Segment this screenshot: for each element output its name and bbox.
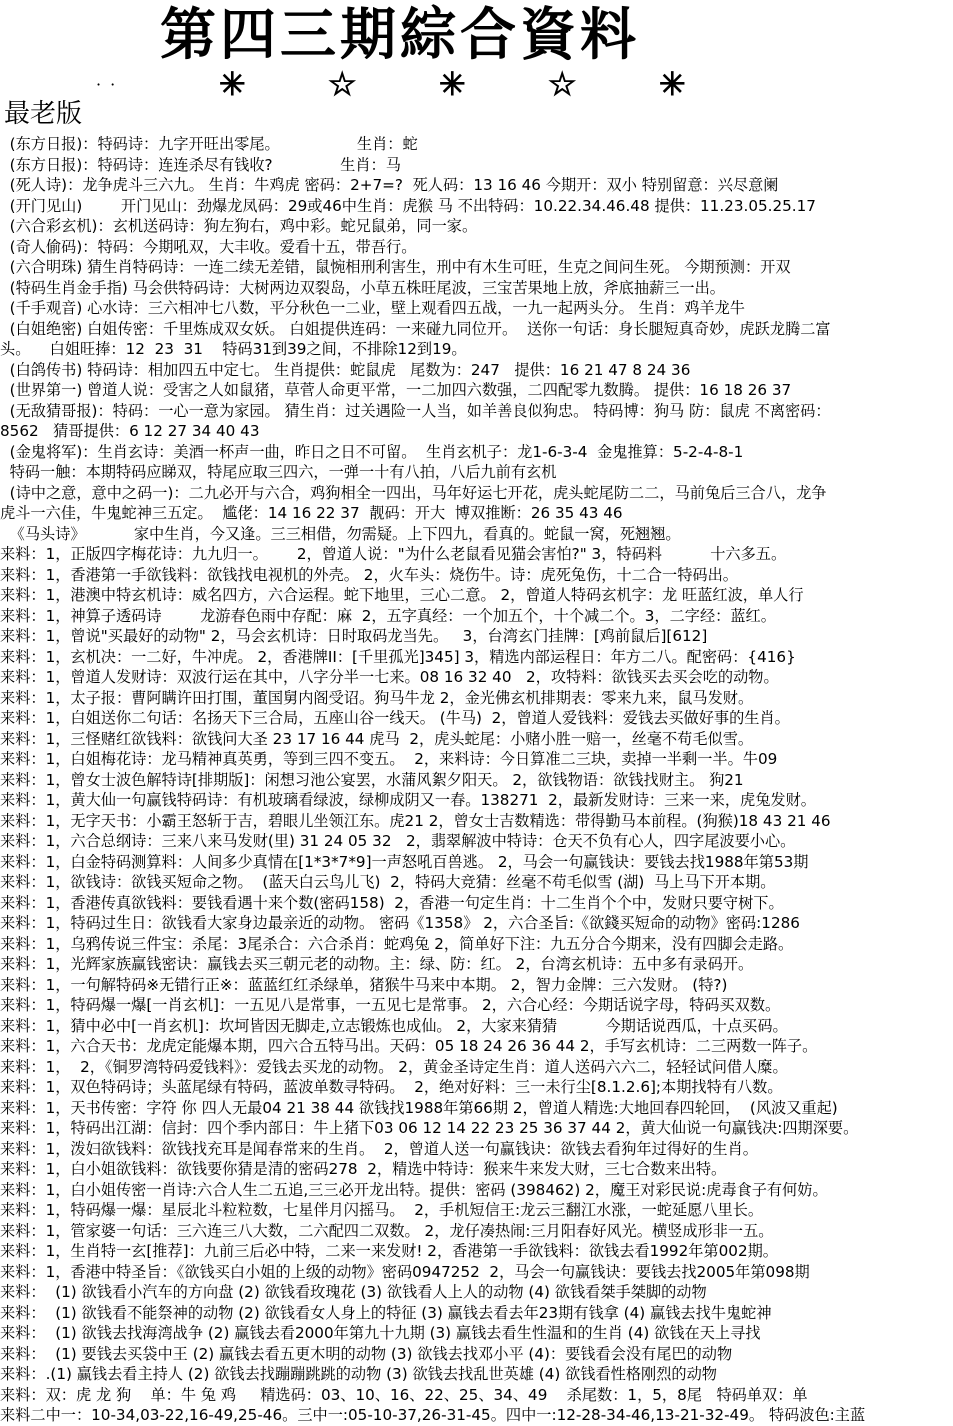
text-line: 来料：1，白姐送你二句话：名扬天下三合局，五座山谷一线天。 (牛马) 2，曾道人爱钱料：爱钱去买做好事的生肖。 [0, 709, 790, 727]
text-line: 来料二中一：10-34,03-22,16-49,25-46。三中一:05-10-37,26-31-45。四中一:12-28-34-46,13-21-32-49。 特码波色:主蓝 [0, 1406, 866, 1424]
text-line: 来料：.(1) 赢钱去看主持人 (2) 欲钱去找蹦蹦跳跳的动物 (3) 欲钱去找乱世英雄 (4) 欲钱看性格刚烈的动物 [0, 1365, 717, 1383]
text-line: 头。 白姐旺捧：12 23 31 特码31到39之间，不排除12到19。 [0, 340, 467, 358]
text-line: 来料：1，曾女士波色解特诗[排期版]：闲想习池公宴罢，水蒲风絮夕阳天。 2，欲钱物语：欲钱找财主。 狗21 [0, 770, 744, 789]
text-line: 来料：1，特码爆一爆：星辰北斗粒粒数，七星伴月闪摇马。 2，手机短信王:龙云三翻江水涨，一蛇延愿八里长。 [0, 1201, 764, 1219]
outline-star-icon: ☆ [327, 65, 357, 103]
text-line: 来料：1，天书传密：字符 你 四人无最04 21 38 44 欲钱找1988年第66期 2，曾道人精选:大地回春四轮回， (风波又重起) [0, 1098, 838, 1117]
text-line: (东方日报)：特码诗：连连杀尽有钱收? 生肖：马 [0, 155, 401, 174]
text-line: (特码生肖金手指) 马会供特码诗：大树两边双裂岛，小草五株旺尾波，三宝苦果地上放，斧底抽薪三一出。 [0, 278, 725, 297]
text-line: 来料：1，特码过生日：欲钱看大家身边最亲近的动物。 密码《1358》 2，六合圣旨:《欲錢买短命的动物》密码:1286 [0, 914, 800, 932]
text-line: 来料： (1) 欲钱看不能祭神的动物 (2) 欲钱看女人身上的特征 (3) 赢钱去看去年23期有钱拿 (4) 赢钱去找牛鬼蛇神 [0, 1303, 772, 1322]
text-line: 来料： (1) 欲钱去找海湾战争 (2) 赢钱去看2000年第九十九期 (3) 赢钱去看生性温和的生肖 (4) 欲钱在天上寻找 [0, 1324, 761, 1342]
text-line: 来料：1，生肖特一玄[推荐]：九前三后必中特，二来一来发财! 2，香港第一手欲钱料：欲钱去看1992年第002期。 [0, 1242, 778, 1260]
text-line: 8562 猜哥提供：6 12 27 34 40 43 [0, 422, 260, 440]
page-title: 第四三期綜合資料 [160, 2, 640, 68]
text-line: 来料：1，神算子透码诗 龙游春色雨中存配：麻 2，五字真经：一个加五个，十个减二个。3，二字经：蓝红。 [0, 606, 776, 625]
text-line: 来料：双：虎 龙 狗 单：牛 兔 鸡 精选码：03、10、16、22、25、34、49 杀尾数：1，5，8尾 特码单双：单 [0, 1385, 808, 1404]
text-line: 来料：1，乌鸦传说三件宝：杀尾：3尾杀合：六合杀肖：蛇鸡兔 2，简单好下注：九五分合今期来，没有四脚会走路。 [0, 934, 794, 953]
text-line: 《马头诗》 家中生肖，今又逢。三三相借，勿需疑。上下四九，看真的。蛇鼠一窝，死翘翘。 [0, 524, 681, 543]
text-line: (东方日报)：特码诗：九字开旺出零尾。 生肖：蛇 [0, 135, 418, 153]
asterisk-star-icon: ✳ [218, 65, 246, 103]
text-line: (千手观音) 心水诗：三六相冲七八数，平分秋色一二业，壁上观看四五战，一九一起两头分。 生肖：鸡羊龙牛 [0, 299, 745, 317]
text-line: 来料：1，特码出江湖：信封：四个季内部日：牛上猪下03 06 12 14 22 23 25 36 37 44 2，黄大仙说一句赢钱决:四期深要。 [0, 1119, 859, 1137]
text-line: 来料：1， 2，《铜罗湾特码爱钱料》：爱钱去买龙的动物。 2，黄金圣诗定生肖：道人送码六六二，轻轻试问借人糜。 [0, 1057, 788, 1076]
text-line: 来料：1，光辉家族赢钱密诀：赢钱去买三朝元老的动物。主：绿、防：红。 2，台湾玄机诗：五中多有录码开。 [0, 955, 754, 973]
text-line: (死人诗)：龙争虎斗三六九。 生肖：牛鸡虎 密码：2+7=? 死人码：13 16 46 今期开：双小 特别留意：兴尽意阑 [0, 176, 779, 194]
text-line: 来料：1，曾道人发财诗：双波行运在其中，八字分半一七来。08 16 32 40 2，攻特料：欲钱买去买会吃的动物。 [0, 668, 779, 686]
text-line: 特码一触：本期特码应睇双，特尾应取三四六，一弹一十有八拍，八后九前有玄机 [0, 463, 557, 481]
text-line: 来料：1，管家婆一句话：三六连三八大数，二六配四二双数。 2，龙仔凑热闹:三月阳春好风光。横竖成形非一五。 [0, 1221, 774, 1240]
text-line: 来料：1，白小姐传密一肖诗:六合人生二五追,三三必开龙出特。提供：密码 (398462) 2，魔王对彩民说:虎毒食子有何妨。 [0, 1180, 828, 1199]
edition-label: 最老版 [4, 99, 83, 129]
text-line: (金鬼将军)：生肖玄诗：美酒一杯声一曲，昨日之日不可留。 生肖玄机子：龙1-6-3-4 金鬼推算：5-2-4-8-1 [0, 442, 744, 461]
text-line: (世界第一) 曾道人说：受害之人如鼠猪，草菅人命更平常，一二加四六数强，二四配零九数腾。 提供：16 18 26 37 [0, 381, 792, 399]
text-line: 来料：1，香港中特圣旨：《欲钱买白小姐的上级的动物》密码0947252 2，马会一句赢钱诀：要钱去找2005年第098期 [0, 1262, 810, 1281]
text-line: 来料：1，玄机决：一二好，牛冲虎。 2，香港牌II：[千里孤光]345] 3，精选内部运程日：年方二八。配密码：{416} [0, 647, 796, 666]
text-line: 来料：1，猜中必中[一肖玄机]：坎坷皆因无脚走,立志锻炼也成仙。 2，大家来猜猜 今期话说西瓜，十点买码。 [0, 1016, 788, 1035]
text-line: 来料：1，泼妇欲钱料：欲钱找充耳是闻春常来的生肖。 2，曾道人送一句赢钱诀：欲钱去看狗年过得好的生肖。 [0, 1139, 758, 1158]
text-line: (六合明珠) 猜生肖特码诗：一连二续无差错，鼠惋相刑利害生，刑中有木生可旺，生克之间问生死。 今期预测：开双 [0, 258, 791, 276]
text-line: 来料：1，港澳中特玄机诗：威名四方，六合运程。蛇下地里，三心二意。 2，曾道人特码玄机字：龙 旺蓝红波，单人行 [0, 586, 804, 604]
text-line: 来料：1，白金特码测算料：人间多少真情在[1*3*7*9]一声怒吼百兽逃。 2，马会一句赢钱诀：要钱去找1988年第53期 [0, 852, 809, 871]
text-line: (开门见山) 开门见山：劲爆龙凤码：29或46中生肖：虎猴 马 不出特码：10.22.34.46.48 提供：11.23.05.25.17 [0, 196, 816, 215]
text-line: (奇人偷码)：特码：今期吼双，大丰收。爱看十五，带吾行。 [0, 237, 417, 256]
dots-decoration: · · [96, 74, 118, 94]
text-line: 来料：1，三怪赌红欲钱料：欲钱问大圣 23 17 16 44 虎马 2，虎头蛇尾：小赌小胜一赔一，丝毫不苟毛似雪。 [0, 729, 754, 748]
text-line: 来料： (1) 要钱去买袋中王 (2) 赢钱去看五更木明的动物 (3) 欲钱去找邓小平 (4)：要钱看会没有尾巴的动物 [0, 1344, 733, 1363]
outline-star-icon: ☆ [547, 65, 577, 103]
text-line: 来料：1，正版四字梅花诗：九九归一。 2，曾道人说："为什么老鼠看见猫会害怕?" 3，特码料 十六多五。 [0, 545, 787, 563]
text-line: 来料：1，无字天书：小霸王怒斩于吉，碧眼儿坐领江东。虎21 2，曾女士吉数精选：带得勤马本前程。(狗猴)18 43 21 46 [0, 811, 831, 830]
text-line: 来料：1，曾说"买最好的动物" 2，马会玄机诗：日时取码龙当先。 3，台湾玄门挂牌：[鸡前鼠后][612] [0, 627, 708, 645]
text-line: 来料： (1) 欲钱看小汽车的方向盘 (2) 欲钱看玫瑰花 (3) 欲钱看人上人的动物 (4) 欲钱看桀手桀脚的动物 [0, 1283, 707, 1301]
text-line: (诗中之意，意中之码一)：二九必开与六合，鸡狗相全一四出，马年好运七开花，虎头蛇尾防二二，马前兔后三合八，龙争 [0, 483, 827, 502]
content-lines [0, 134, 953, 1426]
text-line: 来料：1，香港传真欲钱料：要钱看遇十来个数(密码158) 2，香港一句定生肖：十二生肖个个中，发财只要守树下。 [0, 893, 784, 912]
text-line: (无敌猜哥报)：特码：一心一意为家园。 猜生肖：过关遇险一人当，如羊善良似狗忠。 特码博：狗马 防：鼠虎 不离密码： [0, 401, 831, 420]
text-line: (白鸽传书) 特码诗：相加四五中定七。 生肖提供：蛇鼠虎 尾数为：247 提供：16 21 47 8 24 36 [0, 360, 691, 379]
decorative-stars-row [96, 64, 796, 104]
text-line: 来料：1，特码爆一爆[一肖玄机]：一五见八是常事，一五见七是常事。 2，六合心经：今期话说字母，特码买双数。 [0, 996, 781, 1014]
text-line: (白姐绝密) 白姐传密：千里炼成双女妖。 白姐提供连码：一来碰九同位开。 送你一句话：身长腿短真奇妙，虎跃龙腾二富 [0, 319, 831, 338]
text-line: (六合彩玄机)：玄机送码诗：狗左狗右，鸡中彩。蛇兄鼠弟，同一家。 [0, 217, 478, 235]
text-line: 来料：1，一句解特码※无错行正※：蓝蓝红红杀绿单，猪猴牛马来中本期。 2，智力金牌：三六发财。 (特?) [0, 975, 728, 994]
text-line: 来料：1，白姐梅花诗：龙马精神真英勇，等到三四不变五。 2，来料诗：今日算准二三块，卖掉一半剩一半。牛09 [0, 750, 778, 768]
text-line: 来料：1，黄大仙一句赢钱特码诗：有机玻璃看绿波，绿柳成阴又一春。138271 2，最新发财诗：三来一来，虎兔发财。 [0, 791, 816, 809]
text-line: 来料：1，双色特码诗；头蓝尾绿有特码，蓝波单数寻特码。 2，绝对好料：三一未行尘[8.1.2.6];本期找特有八数。 [0, 1078, 783, 1096]
text-line: 来料：1，六合总纲诗：三来八来马发财(里) 31 24 05 32 2，翡翠解波中特诗：仓天不负有心人，四字尾波要小心。 [0, 832, 796, 850]
asterisk-star-icon: ✳ [438, 65, 466, 103]
text-line: 来料：1，六合天书：龙虎定能爆本期，四六合五特马出。天码：05 18 24 26 36 44 2，手写玄机诗：二三两数一阵子。 [0, 1037, 818, 1055]
text-line: 来料：1，太子报：曹阿瞒许田打围，董国舅内阁受诏。狗马牛龙 2，金光佛玄机排期表：零来九来，鼠马发财。 [0, 688, 754, 707]
asterisk-star-icon: ✳ [658, 65, 686, 103]
text-line: 虎斗一六佳，牛鬼蛇神三五定。 尴佬：14 16 22 37 靓码：开大 博双推断：26 35 43 46 [0, 504, 623, 522]
text-line: 来料：1，欲钱诗：欲钱买短命之物。 (蓝天白云鸟儿飞) 2，特码大竞猜：丝毫不苟毛似雪 (湖) 马上马下开本期。 [0, 873, 776, 891]
text-line: 来料：1，白小姐欲钱料：欲钱要你猜是清的密码278 2，精选中特诗：猴来牛来发大财，三七合数来出特。 [0, 1160, 727, 1178]
text-line: 来料：1，香港第一手欲钱料：欲钱找电视机的外壳。 2，火车头：烧伤牛。诗：虎死兔伤，十二合一特码出。 [0, 565, 738, 584]
